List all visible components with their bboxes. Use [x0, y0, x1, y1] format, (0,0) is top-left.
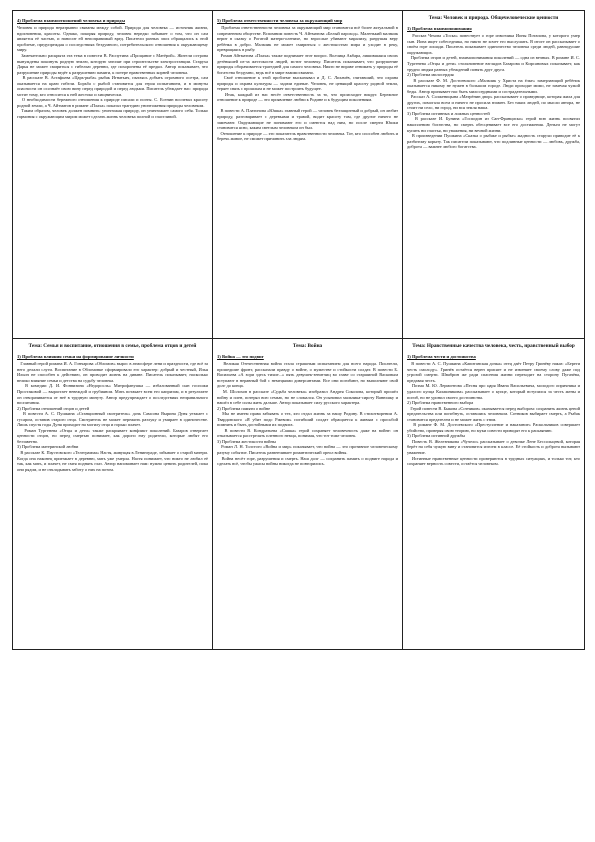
cell-2: [213, 11, 403, 339]
cell-heading: Тема: Война: [292, 343, 323, 349]
cell-heading: Тема: Нравственные качества человека, честь, нравственный выбор: [412, 343, 575, 349]
cell-3: [403, 11, 584, 339]
cell-heading: Тема: Семья и воспитание, отношения в семье, проблема отцов и детей: [28, 343, 197, 349]
handout-sheet: [12, 10, 585, 650]
cell-1: [13, 11, 213, 339]
cell-subheading: 1) Проблема чести и достоинства: [407, 353, 476, 359]
cell-heading: Тема: Человек и природа. Общечеловеческие ценности: [428, 15, 559, 21]
cell-subheading: 5) Проблема ответственности человека за окружающий мир: [217, 18, 343, 23]
cell-subheading: 1) Проблема взаимопонимания: [407, 25, 472, 31]
cell-subheading: 4) Проблема взаимоотношений человека и природы: [17, 18, 126, 23]
cell-body: В повести А. С. Пушкина «Капитанская дочка» отец даёт Петру Гринёву наказ: «Береги честь смолоду». Гринёв остаётся верен присяге и не изменяет своему слову даже под угрозой смерти. Швабрин же ради спасения жизни переходит на сторону Пугачёва, предавая честь. Поэма М. Ю. Лермонтова «Песня про царя Ивана Васильевича, молодого опричника и удалого купца Калашникова» рассказывает о купце, который вступился за честь жены и погиб, но не уронил своего достоинства. 2) Проблема нравственного выбора Герой повести В. Быкова «Сотников» оказывается перед выбором: сохранить жизнь ценой предательства или погибнуть, оставшись человеком. Сотников выбирает смерть, а Рыбак становится предателем и не может жить с этим. В романе Ф. М. Достоевского «Преступление и наказание» Раскольников совершает убийство, проверяя свою теорию, но муки совести приводят его к раскаянию. 3) Проблема истинной дружбы Повесть В. Железникова «Чучело» рассказывает о девочке Лене Бессольцевой, которая берёт на себя чужую вину и становится изгоем в классе. Её стойкость и доброта вызывают уважение. Истинные нравственные ценности проверяются в трудных ситуациях, и только тот, кто сохраняет верность совести, остаётся человеком.: [407, 361, 581, 467]
cell-body: Великая Отечественная война стала страшным испытанием для всего народа. Писатели, прошедшие фронт, рассказали правду о войне, о мужестве и стойкости солдат. В повести Б. Васильева «А зори здесь тихие...» пять девушек-зенитчиц во главе со старшиной Васковым вступают в неравный бой с немецкими диверсантами. Все они погибают, но выполняют свой долг до конца. М. Шолохов в рассказе «Судьба человека» изобразил Андрея Соколова, который прошёл войну и плен, потерял всю семью, но не сломался. Он усыновил мальчика-сироту Ванюшку и нашёл в себе силы жить дальше. Автор показывает силу русского характера. 2) Проблема памяти о войне Мы не имеем права забывать о тех, кто отдал жизнь за нашу Родину. В стихотворении А. Твардовского «Я убит подо Ржевом» погибший солдат обращается к живым с просьбой помнить и быть достойными их подвига. В повести В. Кондратьева «Сашка» герой сохраняет человечность даже на войне: он отказывается расстрелять пленного немца, понимая, что тот тоже человек. 3) Проблема жестокости войны Роман Л. Н. Толстого «Война и мир» показывает, что война — это противное человеческому разуму событие. Писатель развенчивает романтический ореол войны. Война несёт горе, разрушения и смерть. Наш долг — сохранить память о подвиге народа и сделать всё, чтобы ужасы войны никогда не повторились.: [217, 361, 399, 467]
cell-subheading: 1) Проблема влияния семьи на формирование личности: [17, 353, 134, 359]
cell-body: Главный герой романа И. А. Гончарова «Обломов» вырос в атмосфере лени и праздности, где всё за него делали слуги. Воспитание в Обломовке сформировало его характер: добрый и честный, Илья Ильич не способен к действию, он проводит жизнь на диване. Писатель показывает, насколько велико влияние семьи и детства на судьбу человека. В комедии Д. И. Фонвизина «Недоросль» Митрофанушка — избалованный сын госпожи Простаковой — вырастает невеждой и грубияном. Мать потакает всем его капризам, и в результате он отворачивается от неё в трудную минуту. Автор предупреждает о последствиях неправильного воспитания. 2) Проблема отношений отцов и детей В повести А. С. Пушкина «Станционный смотритель» дочь Самсона Вырина Дуня уезжает с гусаром, оставив старого отца. Смотритель не может пережить разлуку и умирает в одиночестве. Лишь спустя годы Дуня приходит на могилу отца и горько плачет. Роман Тургенева «Отцы и дети» также раскрывает конфликт поколений. Базаров отвергает ценности отцов, но перед смертью понимает, как дороги ему родители, которые любят его беззаветно. 3) Проблема материнской любви В рассказе К. Паустовского «Телеграмма» Настя, живущая в Ленинграде, забывает о старой матери. Когда она наконец приезжает в деревню, мать уже умерла. Настя понимает, что никто не любил её так, как мать, и плачет, не смея поднять глаз. Автор напоминает нам: нужно ценить родителей, пока они рядом, и не откладывать заботу о них на потом.: [17, 361, 209, 472]
cell-5: [213, 339, 403, 649]
cell-6: [403, 339, 584, 649]
cell-body: Человек и природа неразрывно связаны между собой. Природа для человека — источник жизни, вдохновения, красоты. Однако, покоряя природу, человек нередко забывает о том, что он сам является её частью, и наносит ей непоправимый вред. Писатели разных эпох обращались к этой проблеме, предупреждая о последствиях бездумного, потребительского отношения к окружающему миру. Замечательно раскрыта эта тема в повести В. Распутина «Прощание с Матёрой». Жители острова вынуждены покинуть родную землю, которую затопят при строительстве электростанции. Старуха Дарья не может смириться с гибелью деревни, где похоронены её предки. Автор показывает, что разрушение природы ведёт к разрушению памяти, к потере нравственных корней человека. В рассказе В. Астафьева «Царь-рыба» рыбак Игнатьич, пытаясь добыть огромного осетра, сам оказывается на краю гибели. Борьба с рыбой становится для героя испытанием, и в минуты опасности он осознаёт свою вину перед природой и перед людьми. Писатель убеждает нас: природа мстит тому, кто относится к ней жестоко и хищнически. О необходимости бережного отношения к природе писали и поэты. С. Есенин воспевал красоту родной земли, а Ч. Айтматов в романе «Плаха» показал трагедию уничтожения природы человеком. Таким образом, человек должен помнить: уничтожая природу, он уничтожает самого себя. Только гармония с окружающим миром может сделать жизнь человека полной и счастливой.: [17, 25, 209, 120]
cell-body: Рассказ Чехова «Тоска» повествует о горе извозчика Ионы Потапова, у которого умер сын. Иона ищет собеседника, но никто не хочет его выслушать. В итоге он рассказывает о своём горе лошади. Писатель показывает одиночество человека среди людей, равнодушие окружающих. Проблема отцов и детей, взаимопонимания поколений — одна из вечных. В романе И. С. Тургенева «Отцы и дети» столкновение взглядов Базарова и Кирсановых показывает, как трудно людям разных убеждений понять друг друга. 2) Проблема милосердия В рассказе Ф. М. Достоевского «Мальчик у Христа на ёлке» замерзающий ребёнок оказывается никому не нужен в большом городе. Люди проходят мимо, не замечая чужой беды. Автор призывает нас быть милосердными и сострадательными. Рассказ А. Солженицына «Матрёнин двор» рассказывает о праведнице, которая жила для других, помогала всем и ничего не просила взамен. Без таких людей, по мысли автора, не стоит ни село, ни город, ни вся земля наша. 3) Проблема истинных и ложных ценностей В рассказе И. Бунина «Господин из Сан-Франциско» герой всю жизнь посвятил накоплению богатства, но смерть обесценивает все его достижения. Деньги не могут купить ни счастья, ни уважения, ни вечной жизни. В произведении Пушкина «Сказка о рыбаке и рыбке» жадность старухи приводит её к разбитому корыту. Так писатели показывают, что подлинные ценности — любовь, дружба, доброта — важнее любого богатства.: [407, 33, 581, 150]
cell-body: Проблема ответственности человека за окружающий мир становится всё более актуальной в современном обществе. Вспомним повесть Ч. Айтматова «Белый пароход». Маленький мальчик верит в сказку о Рогатой матери-оленихе, но взрослые убивают маралиху, разрушая веру ребёнка в добро. Мальчик не может смириться с жестокостью мира и уходит в реку, превращаясь в рыбу. Роман Айтматова «Плаха» также поднимает этот вопрос. Волчица Акбара, лишившаяся своих детёнышей из-за жестокости людей, мстит человеку. Писатель показывает, что разрушение природы оборачивается трагедией для самого человека. Никто не вправе отнимать у природы её богатства бездумно, ведь всё в мире взаимосвязано. Своё отношение к этой проблеме высказывал и Д. С. Лихачёв, считавший, что охрана природы и охрана культуры — задачи единые. Человек, не ценящий красоту родной земли, теряет связь с прошлым и не может построить будущее. Итак, каждый из нас несёт ответственность за то, что происходит вокруг. Бережное отношение к природе — это проявление любви к Родине и к будущим поколениям. В повести А. Платонова «Юшка» главный герой — человек беззащитный и добрый, он любит природу, разговаривает с деревьями и травой, видит красоту там, где другие ничего не замечают. Окружающие не понимают его и смеются над ним, но после смерти Юшки становится ясно, каким светлым человеком он был. Отношение к природе — это показатель нравственности человека. Тот, кто способен любить и беречь живое, не сможет причинить зла людям.: [217, 25, 399, 142]
cell-4: [13, 339, 213, 649]
cell-subheading: 1) Война — это подвиг: [217, 353, 264, 359]
